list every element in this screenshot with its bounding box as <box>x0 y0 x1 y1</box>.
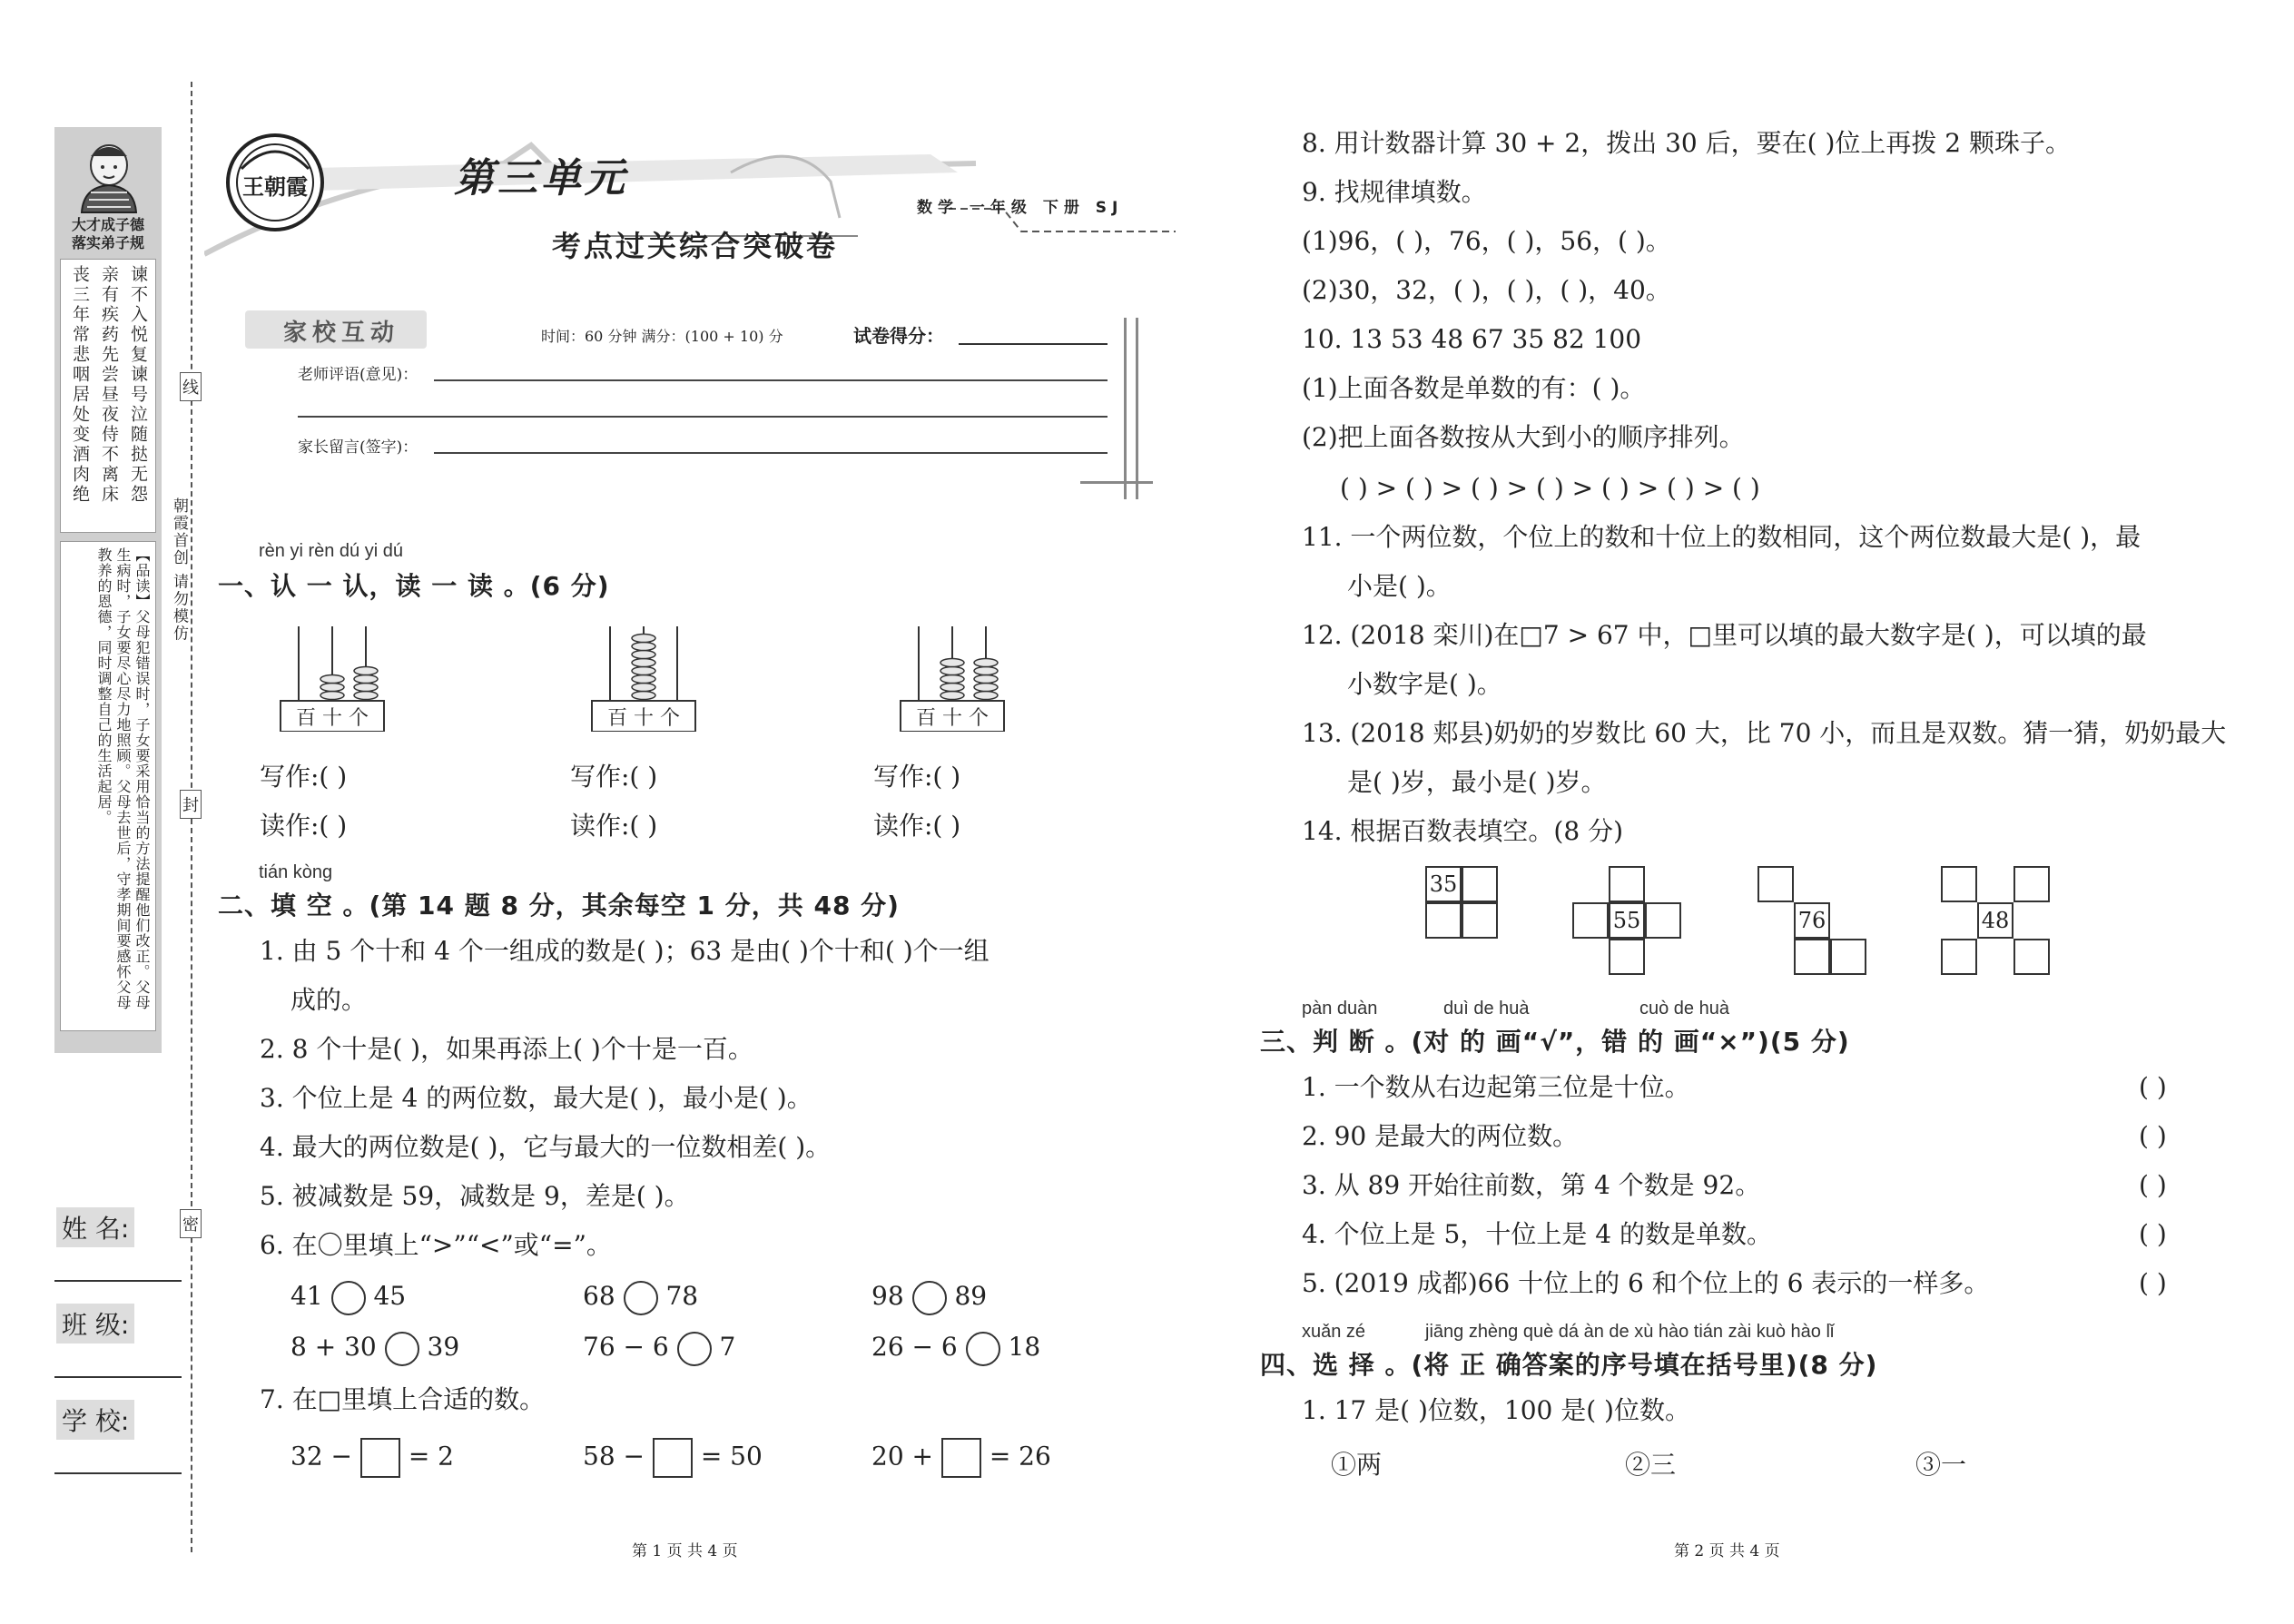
abacus-bead <box>320 692 344 700</box>
commentary-box <box>60 541 156 1031</box>
question-10: 10. 13 53 48 67 35 82 100 <box>1302 324 1642 354</box>
parent-comment-field[interactable] <box>434 452 1108 454</box>
abacus-2-read[interactable]: 读作:( ) <box>570 811 658 841</box>
abacus-2-label: 百 十 个 <box>607 707 680 730</box>
question-13-cont[interactable]: 是( )岁，最小是( )岁。 <box>1347 767 1607 797</box>
name-field[interactable] <box>54 1280 182 1282</box>
fill-right: = 26 <box>989 1441 1051 1471</box>
school-label: 学 校: <box>56 1400 134 1440</box>
answer-box[interactable] <box>653 1438 693 1478</box>
school-field[interactable] <box>54 1472 182 1474</box>
question-11[interactable]: 11. 一个两位数，个位上的数和十位上的数相同，这个两位数最大是( )，最 <box>1302 522 2141 552</box>
abacus-bead <box>940 659 964 667</box>
grid-cell[interactable] <box>1462 866 1498 902</box>
section-3-pinyin-1: pàn duàn <box>1302 999 1378 1019</box>
score-label: 试卷得分： <box>853 325 944 347</box>
motto-top: 大才成子德 <box>71 216 144 233</box>
grid-cell[interactable] <box>2013 866 2050 902</box>
abacus-1-write[interactable]: 写作:( ) <box>260 762 348 792</box>
mascot-illustration <box>64 134 154 214</box>
abacus-bead <box>320 684 344 692</box>
section-4-title: 四、选 择 。(将 正 确答案的序号填在括号里)(8 分) <box>1260 1350 1878 1380</box>
unit-title: 第三单元 <box>454 155 628 202</box>
class-label: 班 级: <box>56 1304 134 1343</box>
compare-item-3[interactable] <box>871 1280 987 1315</box>
section-3-title: 三、判 断 。(对 的 画“√”，错 的 画“×”)(5 分) <box>1260 1027 1850 1057</box>
abacus-bead <box>974 684 998 692</box>
fill-right: = 2 <box>408 1441 454 1471</box>
page-2-footer: 第 2 页 共 4 页 <box>1674 1542 1780 1560</box>
compare-right: 7 <box>719 1332 736 1362</box>
parent-comment-label: 家长留言(签字)： <box>298 438 418 457</box>
logo-text: 王朝霞 <box>242 173 308 200</box>
header-frame-right <box>1124 318 1138 499</box>
compare-item-4[interactable] <box>290 1331 459 1366</box>
question-10-2: (2)把上面各数按从大到小的顺序排列。 <box>1302 422 1745 452</box>
header-frame-bottom <box>1080 481 1153 484</box>
teacher-comment-line-2 <box>298 416 1108 418</box>
abacus-bead <box>632 684 655 692</box>
section-3-pinyin-2: duì de huà <box>1443 999 1530 1019</box>
score-field[interactable] <box>959 343 1108 345</box>
compare-right: 78 <box>665 1281 699 1311</box>
question-3[interactable]: 3. 个位上是 4 的两位数，最大是( )，最小是( )。 <box>260 1083 812 1113</box>
abacus-bead <box>632 643 655 651</box>
page-1-footer: 第 1 页 共 4 页 <box>632 1542 738 1560</box>
poem-box <box>60 259 156 533</box>
choice-option-3[interactable]: ③一 <box>1915 1450 1967 1480</box>
judge-answer-5[interactable]: ( ) <box>2139 1268 2167 1298</box>
abacus-bead <box>974 675 998 684</box>
grid-cell[interactable] <box>1941 866 1977 902</box>
abacus-bead <box>632 635 655 643</box>
compare-right: 89 <box>954 1281 988 1311</box>
compare-item-5[interactable] <box>583 1331 735 1366</box>
compare-item-1[interactable] <box>290 1280 406 1315</box>
name-label: 姓 名: <box>56 1207 134 1247</box>
judge-item-5: 5. (2019 成都)66 十位上的 6 和个位上的 6 表示的一样多。 <box>1302 1268 1990 1298</box>
abacus-bead <box>320 675 344 684</box>
teacher-comment-label: 老师评语(意见)： <box>298 366 418 384</box>
answer-box[interactable] <box>941 1438 981 1478</box>
grid-cell[interactable] <box>1462 902 1498 939</box>
question-4[interactable]: 4. 最大的两位数是( )，它与最大的一位数相差( )。 <box>260 1132 832 1162</box>
judge-answer-3[interactable]: ( ) <box>2139 1170 2167 1200</box>
abacus-3-label: 百 十 个 <box>916 707 989 730</box>
judge-answer-4[interactable]: ( ) <box>2139 1219 2167 1249</box>
question-9: 9. 找规律填数。 <box>1302 177 1487 207</box>
compare-left: 68 <box>583 1281 615 1311</box>
hundred-chart-fragment-2 <box>1572 866 1685 979</box>
question-1[interactable]: 1. 由 5 个十和 4 个一组成的数是( )；63 是由( )个十和( )个一组 <box>260 936 989 966</box>
grid-cell[interactable] <box>1757 866 1794 902</box>
compare-item-6[interactable] <box>871 1331 1040 1366</box>
compare-left: 8 + 30 <box>290 1332 377 1362</box>
abacus-bead <box>940 667 964 675</box>
question-14: 14. 根据百数表填空。(8 分) <box>1302 816 1623 846</box>
compare-left: 26 − 6 <box>871 1332 958 1362</box>
fill-left: 32 − <box>290 1441 352 1471</box>
hundred-chart-fragment-3 <box>1757 866 1870 979</box>
grid-cell-given: 35 <box>1425 866 1462 902</box>
class-field[interactable] <box>54 1376 182 1378</box>
question-9-2[interactable]: (2)30，32，( )，( )，( )，40。 <box>1302 275 1671 305</box>
compare-right: 18 <box>1008 1332 1041 1362</box>
question-10-3[interactable]: ( ) > ( ) > ( ) > ( ) > ( ) > ( ) > ( ) <box>1340 473 1760 503</box>
grid-cell[interactable] <box>1609 866 1645 902</box>
hundred-chart-fragment-4 <box>1941 866 2053 979</box>
question-12-cont[interactable]: 小数字是( )。 <box>1347 669 1502 699</box>
answer-box[interactable] <box>360 1438 400 1478</box>
grid-cell-given: 55 <box>1609 902 1645 939</box>
fill-left: 58 − <box>583 1441 645 1471</box>
question-6: 6. 在〇里填上“>”“<”或“=”。 <box>260 1230 612 1260</box>
abacus-bead <box>354 667 378 675</box>
grid-cell[interactable] <box>1572 902 1609 939</box>
subtitle: 考点过关综合突破卷 <box>552 229 839 263</box>
grid-cell[interactable] <box>1794 939 1830 975</box>
home-school-title: 家校互动 <box>283 320 400 347</box>
abacus-bead <box>974 659 998 667</box>
question-7: 7. 在□里填上合适的数。 <box>260 1384 546 1414</box>
grid-cell-given: 48 <box>1977 902 2013 939</box>
judge-item-3: 3. 从 89 开始往前数，第 4 个数是 92。 <box>1302 1170 1761 1200</box>
compare-circle[interactable] <box>912 1281 947 1315</box>
abacus-bead <box>974 692 998 700</box>
compare-left: 76 − 6 <box>583 1332 669 1362</box>
abacus-bead <box>632 659 655 667</box>
compare-circle[interactable] <box>385 1332 419 1366</box>
abacus-bead <box>354 692 378 700</box>
grid-cell[interactable] <box>1830 939 1866 975</box>
section-4-pinyin-2: jiāng zhèng què dá àn de xù hào tián zài kuò hào lǐ <box>1425 1322 1835 1342</box>
abacus-bead <box>354 675 378 684</box>
abacus-bead <box>632 692 655 700</box>
grid-cell[interactable] <box>2013 939 2050 975</box>
grid-cell[interactable] <box>1425 902 1462 939</box>
section-1-pinyin: rèn yi rèn dú yi dú <box>259 541 403 561</box>
compare-circle[interactable] <box>677 1332 712 1366</box>
compare-right: 45 <box>373 1281 407 1311</box>
abacus-bead <box>940 675 964 684</box>
abacus-bead <box>632 667 655 675</box>
compare-left: 98 <box>871 1281 904 1311</box>
subject-tag: 数学 一年级 下册 SJ <box>917 199 1124 217</box>
judge-answer-1[interactable]: ( ) <box>2139 1072 2167 1102</box>
fill-left: 20 + <box>871 1441 933 1471</box>
judge-answer-2[interactable]: ( ) <box>2139 1121 2167 1151</box>
judge-item-4: 4. 个位上是 5，十位上是 4 的数是单数。 <box>1302 1219 1772 1249</box>
compare-left: 41 <box>290 1281 323 1311</box>
abacus-bead <box>354 684 378 692</box>
compare-circle[interactable] <box>966 1332 1000 1366</box>
grid-cell-given: 76 <box>1794 902 1830 939</box>
grid-cell[interactable] <box>1941 939 1977 975</box>
question-2[interactable]: 2. 8 个十是( )，如果再添上( )个十是一百。 <box>260 1034 753 1064</box>
choice-option-2[interactable]: ②三 <box>1625 1450 1677 1480</box>
section-4-pinyin-1: xuǎn zé <box>1302 1322 1366 1342</box>
section-2-pinyin: tián kòng <box>259 862 333 882</box>
abacus-1-label: 百 十 个 <box>296 707 369 730</box>
question-5[interactable]: 5. 被减数是 59，减数是 9，差是( )。 <box>260 1181 690 1211</box>
question-12[interactable]: 12. (2018 栾川)在□7 > 67 中，□里可以填的最大数字是( )，可以填的最 <box>1302 620 2147 650</box>
commentary-text: 【品读】父母犯错误时，子女要采用恰当的方法提醒他们改正。父母生病时，子女要尽心尽力地照顾。父母去世后，守孝期间要感怀父母教养的恩德，同时调整自己的生活起居。 <box>95 547 151 1010</box>
judge-item-1: 1. 一个数从右边起第三位是十位。 <box>1302 1072 1690 1102</box>
section-3-pinyin-3: cuò de huà <box>1639 999 1729 1019</box>
compare-circle[interactable] <box>331 1281 366 1315</box>
fill-box-item-3[interactable] <box>871 1438 1051 1478</box>
poem-column-2: 亲有疾药先尝昼夜侍不离床 <box>99 265 119 505</box>
question-9-1[interactable]: (1)96，( )，76，( )，56，( )。 <box>1302 226 1671 256</box>
poem-column-1: 谏不入悦复谏号泣随挞无怨 <box>128 265 148 505</box>
choice-option-1[interactable]: ①两 <box>1331 1450 1383 1480</box>
cut-label-seal: 封 <box>180 790 202 819</box>
abacus-bead <box>940 692 964 700</box>
abacus-1-read[interactable]: 读作:( ) <box>260 811 348 841</box>
compare-right: 39 <box>427 1332 460 1362</box>
fill-box-item-2[interactable] <box>583 1438 763 1478</box>
fill-right: = 50 <box>700 1441 763 1471</box>
abacus-bead <box>940 684 964 692</box>
abacus-2-write[interactable]: 写作:( ) <box>570 762 658 792</box>
cut-label-line: 线 <box>180 372 202 401</box>
time-line: 时间：60 分钟 满分：(100 + 10) 分 <box>541 328 783 345</box>
grid-cell[interactable] <box>1645 902 1681 939</box>
cut-label-secret: 密 <box>180 1209 202 1238</box>
question-13[interactable]: 13. (2018 郏县)奶奶的岁数比 60 大，比 70 小，而且是双数。猜一猜，奶奶最大 <box>1302 718 2227 748</box>
compare-circle[interactable] <box>624 1281 658 1315</box>
abacus-bead <box>974 667 998 675</box>
grid-cell[interactable] <box>1609 939 1645 975</box>
poem-column-3: 丧三年常悲咽居处变酒肉绝 <box>70 265 90 505</box>
side-note: 朝霞首创 请勿模仿 <box>170 497 188 643</box>
section-2-title: 二、填 空 。(第 14 题 8 分，其余每空 1 分，共 48 分) <box>218 891 900 920</box>
question-1-cont: 成的。 <box>290 985 368 1015</box>
abacus-3-write[interactable]: 写作:( ) <box>873 762 961 792</box>
motto-sub: 落实弟子规 <box>71 234 144 251</box>
hundred-chart-fragment-1 <box>1425 866 1501 942</box>
section-1-title: 一、认 一 认，读 一 读 。(6 分) <box>218 571 610 601</box>
fill-box-item-1[interactable] <box>290 1438 454 1478</box>
question-8[interactable]: 8. 用计数器计算 30 + 2，拨出 30 后，要在( )位上再拨 2 颗珠子。 <box>1302 128 2072 158</box>
teacher-comment-field[interactable] <box>434 379 1108 381</box>
compare-item-2[interactable] <box>583 1280 698 1315</box>
question-10-1[interactable]: (1)上面各数是单数的有：( )。 <box>1302 373 1646 403</box>
judge-item-2: 2. 90 是最大的两位数。 <box>1302 1121 1579 1151</box>
choice-question-1[interactable]: 1. 17 是( )位数，100 是( )位数。 <box>1302 1395 1690 1425</box>
abacus-bead <box>632 651 655 659</box>
abacus-3-read[interactable]: 读作:( ) <box>873 811 961 841</box>
abacus-bead <box>632 675 655 684</box>
question-11-cont[interactable]: 小是( )。 <box>1347 571 1452 601</box>
